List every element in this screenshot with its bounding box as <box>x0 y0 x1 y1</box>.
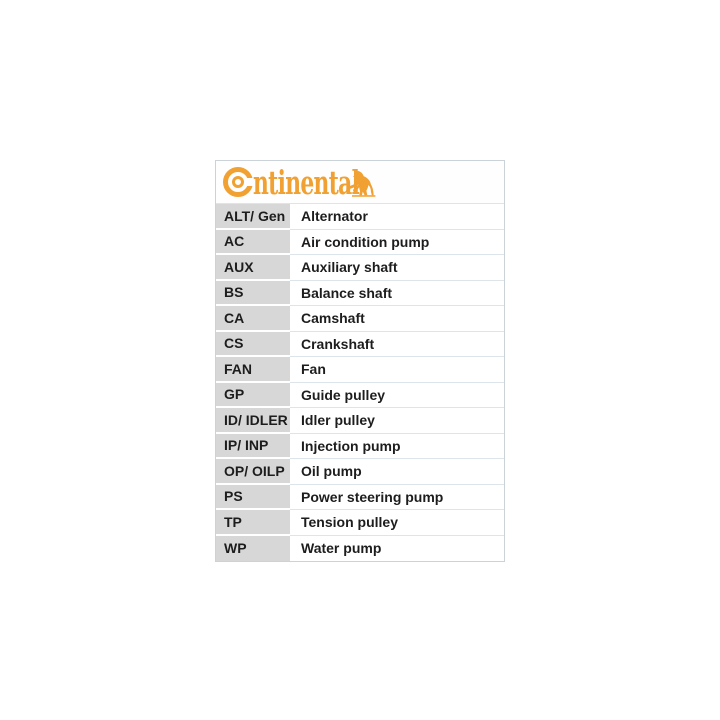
table-row <box>216 332 504 358</box>
logo-wordmark-text: ntinental <box>253 163 360 202</box>
description-cell: Water pump <box>290 536 504 562</box>
description-cell: Guide pulley <box>290 383 504 409</box>
legend-rows <box>216 204 504 561</box>
logo-row <box>216 161 504 204</box>
abbreviation-cell: PS <box>216 485 290 511</box>
abbreviation-legend-table <box>215 160 505 562</box>
table-row <box>216 357 504 383</box>
table-row <box>216 459 504 485</box>
description-cell: Idler pulley <box>290 408 504 434</box>
abbreviation-cell: AC <box>216 230 290 256</box>
table-row <box>216 281 504 307</box>
description-cell: Fan <box>290 357 504 383</box>
table-row <box>216 383 504 409</box>
abbreviation-cell: BS <box>216 281 290 307</box>
abbreviation-cell: AUX <box>216 255 290 281</box>
description-cell: Power steering pump <box>290 485 504 511</box>
description-cell: Oil pump <box>290 459 504 485</box>
abbreviation-cell: WP <box>216 536 290 562</box>
description-cell: Injection pump <box>290 434 504 460</box>
description-cell: Air condition pump <box>290 230 504 256</box>
table-row <box>216 255 504 281</box>
continental-co-monogram-icon <box>223 167 253 197</box>
abbreviation-cell: GP <box>216 383 290 409</box>
abbreviation-cell: FAN <box>216 357 290 383</box>
description-cell: Balance shaft <box>290 281 504 307</box>
table-row <box>216 536 504 562</box>
abbreviation-cell: TP <box>216 510 290 536</box>
abbreviation-cell: IP/ INP <box>216 434 290 460</box>
table-row <box>216 434 504 460</box>
description-cell: Camshaft <box>290 306 504 332</box>
abbreviation-cell: CA <box>216 306 290 332</box>
table-row <box>216 204 504 230</box>
description-cell: Alternator <box>290 204 504 230</box>
table-row <box>216 510 504 536</box>
table-row <box>216 230 504 256</box>
abbreviation-cell: OP/ OILP <box>216 459 290 485</box>
abbreviation-cell: CS <box>216 332 290 358</box>
continental-logo <box>223 163 376 202</box>
abbreviation-cell: ID/ IDLER <box>216 408 290 434</box>
description-cell: Tension pulley <box>290 510 504 536</box>
abbreviation-cell: ALT/ Gen <box>216 204 290 230</box>
logo-wordmark <box>253 163 360 202</box>
table-row <box>216 408 504 434</box>
table-row <box>216 306 504 332</box>
description-cell: Crankshaft <box>290 332 504 358</box>
table-row <box>216 485 504 511</box>
description-cell: Auxiliary shaft <box>290 255 504 281</box>
